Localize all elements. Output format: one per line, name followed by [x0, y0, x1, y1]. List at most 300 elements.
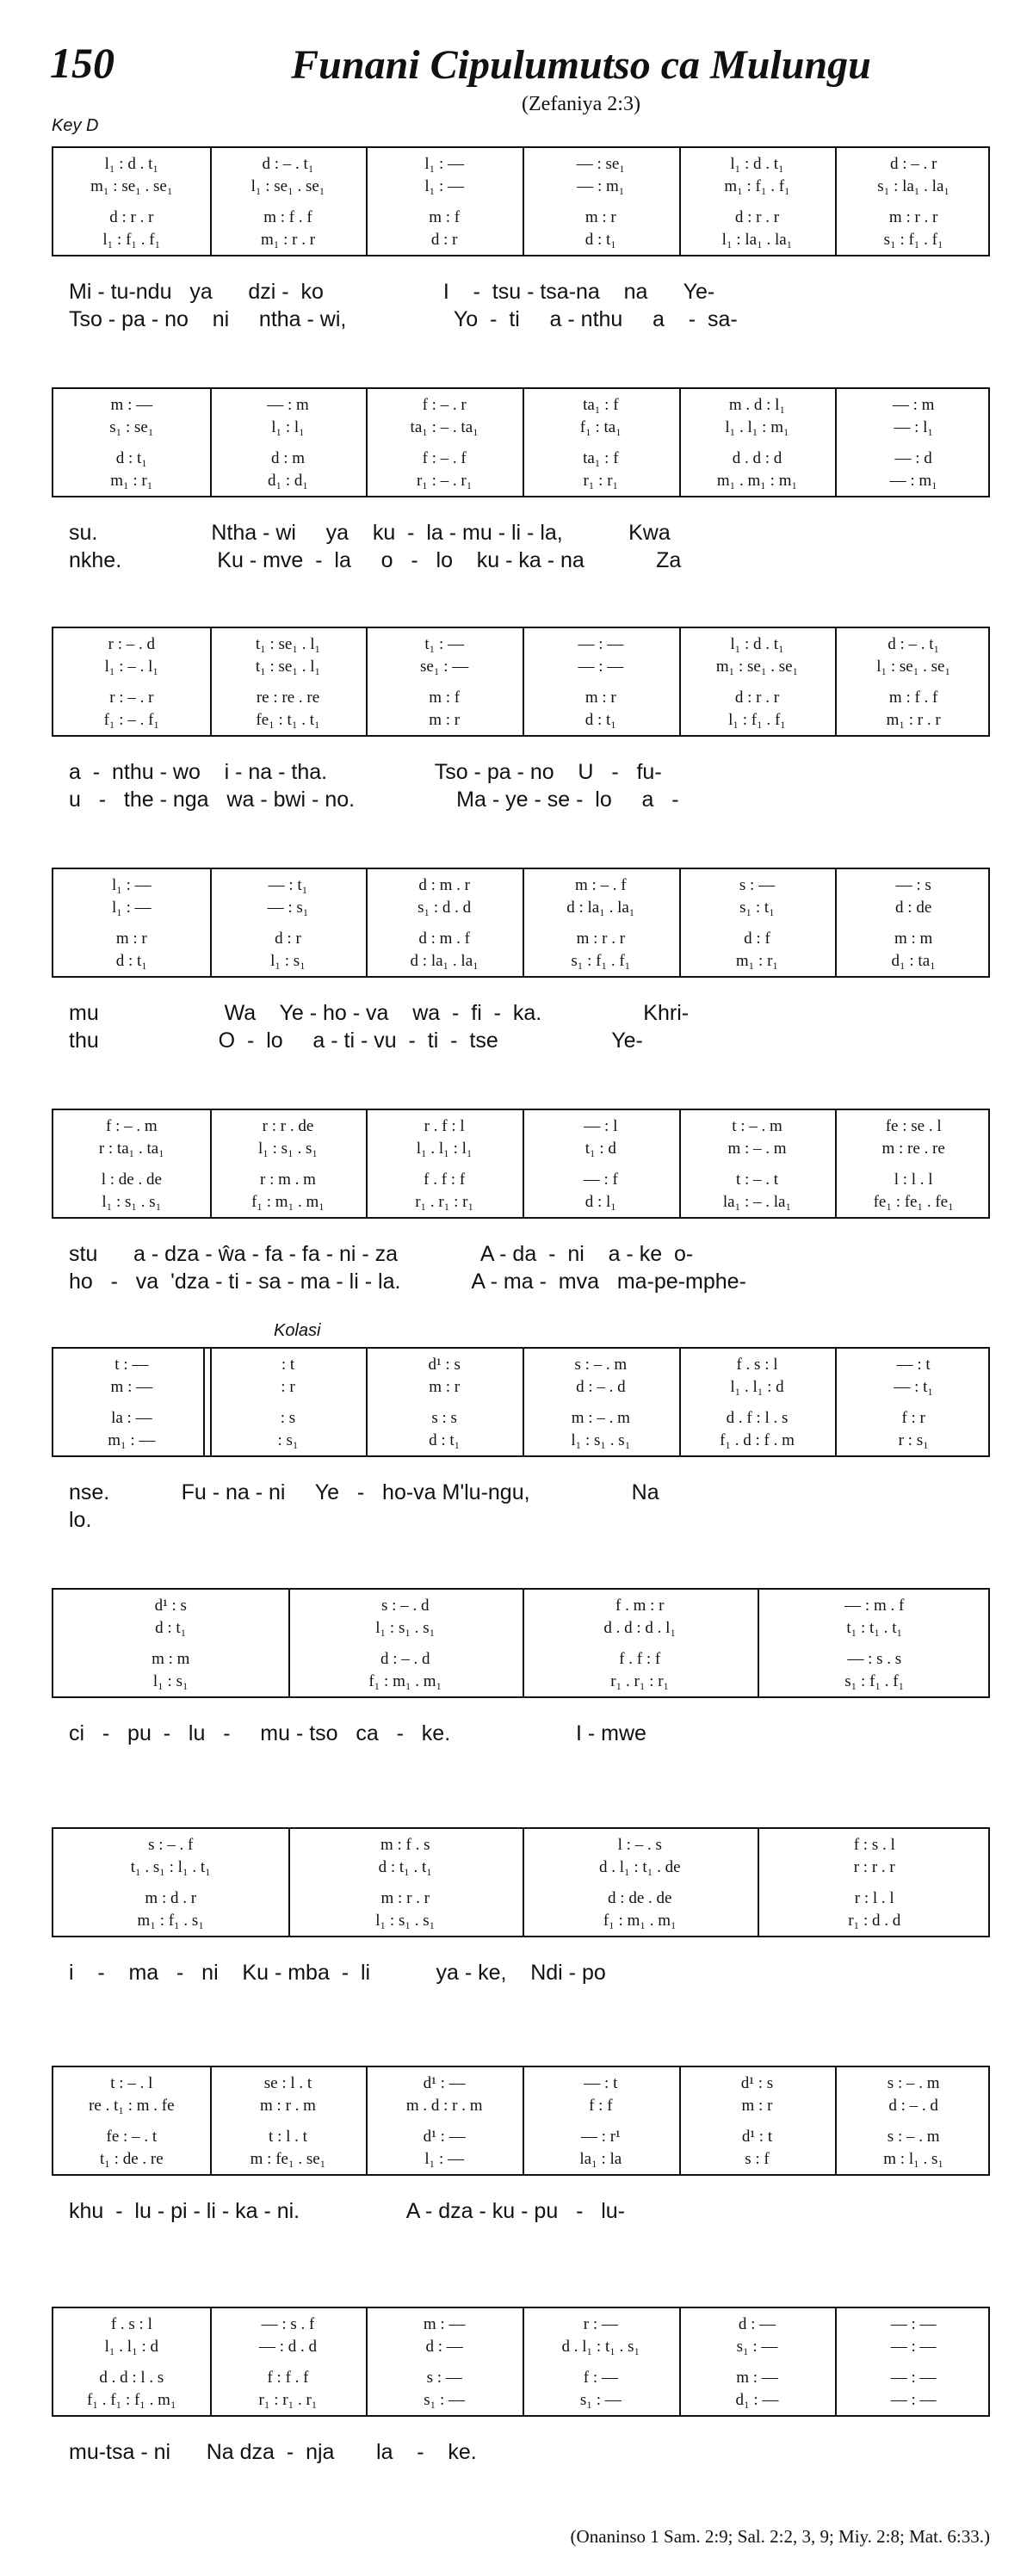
- measure-notes: t : —: [114, 1356, 149, 1374]
- bar-line: [523, 2067, 524, 2174]
- measure-notes: — : l₁: [894, 418, 933, 436]
- bar-line: [210, 389, 212, 496]
- measure-notes: s₁ : —: [736, 2338, 778, 2356]
- bar-line: [523, 869, 524, 976]
- measure-notes: — : s . f: [261, 2315, 315, 2333]
- bar-line: [366, 2308, 368, 2415]
- measure-notes: m₁ . m₁ : m₁: [716, 472, 798, 490]
- music-system: [52, 1827, 990, 1937]
- measure-notes: m₁ : r . r: [886, 711, 941, 729]
- measure-notes: d : t₁ . t₁: [378, 1858, 432, 1876]
- music-system: [52, 1109, 990, 1219]
- music-system: [52, 387, 990, 497]
- measure-notes: r₁ . r₁ : r₁: [415, 1193, 474, 1211]
- measure-notes: — : —: [578, 635, 624, 653]
- lyric-line: ci - pu - lu - mu - tso ca - ke. I - mwe: [69, 1721, 646, 1745]
- bar-line: [210, 1110, 212, 1217]
- measure-notes: s₁ : d . d: [418, 899, 472, 917]
- measure-notes: d : – . t₁: [888, 635, 940, 653]
- measure-notes: s : – . m: [574, 1356, 628, 1374]
- bar-line: [523, 1590, 524, 1696]
- measure-notes: f₁ : m₁ . m₁: [251, 1193, 325, 1211]
- footer-citation: (Onaninso 1 Sam. 2:9; Sal. 2:2, 3, 9; Miy. 2:8; Mat. 6:33.): [570, 2526, 990, 2547]
- music-system: [52, 627, 990, 737]
- measure-notes: m : r . r: [888, 208, 938, 226]
- lyric-line: Tso - pa - no ni ntha - wi, Yo - ti a - nthu a - sa-: [69, 307, 738, 331]
- measure-notes: d : f: [744, 930, 770, 948]
- measure-notes: s : f: [745, 2150, 770, 2168]
- bar-line: [210, 869, 212, 976]
- measure-notes: re . t₁ : m . fe: [89, 2097, 175, 2115]
- measure-notes: s₁ : f₁ . f₁: [883, 231, 943, 249]
- measure-notes: d : – . d: [576, 1378, 626, 1396]
- measure-notes: m : f: [429, 208, 461, 226]
- bar-line: [835, 148, 837, 255]
- measure-notes: l₁ : f₁ . f₁: [102, 231, 161, 249]
- measure-notes: t : – . l: [110, 2074, 153, 2092]
- bar-line: [366, 148, 368, 255]
- measure-notes: l : – . s: [617, 1836, 662, 1854]
- measure-notes: f : – . m: [106, 1117, 158, 1135]
- measure-notes: s₁ : f₁ . f₁: [844, 1672, 905, 1690]
- measure-notes: m : —: [736, 2369, 778, 2387]
- measure-notes: f₁ . f₁ : f₁ . m₁: [87, 2391, 176, 2409]
- bar-line: [288, 1590, 290, 1696]
- measure-notes: d₁ : —: [735, 2391, 779, 2409]
- measure-notes: d¹ : —: [423, 2128, 466, 2146]
- bar-line: [210, 148, 212, 255]
- music-system: [52, 2307, 990, 2417]
- measure-notes: m : r . m: [260, 2097, 316, 2115]
- measure-notes: l₁ : la₁ . la₁: [721, 231, 793, 249]
- measure-notes: — : f: [583, 1171, 618, 1189]
- measure-notes: — : m: [892, 396, 935, 414]
- measure-notes: f . s : l: [736, 1356, 778, 1374]
- measure-notes: m : r: [429, 711, 461, 729]
- measure-notes: l₁ : s₁ . s₁: [571, 1431, 631, 1449]
- measure-notes: : s₁: [277, 1431, 299, 1449]
- measure-notes: m : re . re: [881, 1140, 945, 1158]
- measure-notes: d : r: [430, 231, 458, 249]
- measure-notes: l₁ : l₁: [271, 418, 305, 436]
- measure-notes: — : m . f: [844, 1597, 905, 1615]
- measure-notes: m : – . m: [571, 1409, 630, 1427]
- measure-notes: f₁ : ta₁: [579, 418, 622, 436]
- measure-notes: d : de . de: [608, 1889, 672, 1907]
- measure-notes: f₁ . d : f . m: [720, 1431, 795, 1449]
- measure-notes: l₁ : f₁ . f₁: [728, 711, 786, 729]
- measure-notes: d : de: [895, 899, 932, 917]
- measure-notes: r : s₁: [898, 1431, 929, 1449]
- measure-notes: t : – . m: [732, 1117, 782, 1135]
- measure-notes: s₁ : t₁: [739, 899, 775, 917]
- music-system: [52, 2066, 990, 2176]
- measure-notes: m : r: [115, 930, 147, 948]
- measure-notes: l₁ : d . t₁: [730, 635, 784, 653]
- measure-notes: d : r: [275, 930, 301, 948]
- lyric-line: a - nthu - wo i - na - tha. Tso - pa - no U - fu-: [69, 760, 662, 784]
- measure-notes: m : l₁ . s₁: [883, 2150, 944, 2168]
- measure-notes: d : m . f: [418, 930, 470, 948]
- measure-notes: m₁ : r₁: [110, 472, 153, 490]
- bar-line: [835, 389, 837, 496]
- measure-notes: s : – . f: [148, 1836, 194, 1854]
- hymn-number: 150: [50, 39, 114, 87]
- measure-notes: r₁ : r₁ . r₁: [258, 2391, 318, 2409]
- measure-notes: s₁ : f₁ . f₁: [571, 952, 631, 970]
- measure-notes: : r: [281, 1378, 295, 1396]
- measure-notes: — : m₁: [577, 177, 625, 195]
- measure-notes: — : d: [894, 449, 932, 467]
- measure-notes: r : – . r: [109, 689, 154, 707]
- bar-line: [679, 389, 681, 496]
- measure-notes: d : t₁: [155, 1619, 187, 1637]
- music-system: [52, 1347, 990, 1457]
- measure-notes: — : —: [578, 658, 624, 676]
- measure-notes: l₁ : se₁ . se₁: [876, 658, 951, 676]
- measure-notes: d : t₁: [585, 231, 616, 249]
- bar-line: [366, 1110, 368, 1217]
- lyric-line: mu-tsa - ni Na dza - nja la - ke.: [69, 2440, 477, 2464]
- measure-notes: l₁ : s₁ . s₁: [258, 1140, 318, 1158]
- bar-line: [835, 2067, 837, 2174]
- measure-notes: — : m: [267, 396, 309, 414]
- measure-notes: m₁ : —: [108, 1431, 156, 1449]
- measure-notes: f : – . f: [422, 449, 467, 467]
- measure-notes: m : f: [429, 689, 461, 707]
- measure-notes: f : – . r: [422, 396, 467, 414]
- lyric-line: thu O - lo a - ti - vu - ti - tse Ye-: [69, 1029, 643, 1053]
- measure-notes: d₁ : d₁: [267, 472, 308, 490]
- measure-notes: — : l: [584, 1117, 618, 1135]
- bar-line: [679, 2067, 681, 2174]
- measure-notes: l₁ : s₁ . s₁: [375, 1619, 436, 1637]
- measure-notes: — : s₁: [267, 899, 309, 917]
- bar-line: [523, 389, 524, 496]
- key-signature: Key D: [52, 116, 99, 135]
- bar-line: [366, 869, 368, 976]
- bar-line: [288, 1829, 290, 1936]
- measure-notes: l₁ : se₁ . se₁: [251, 177, 325, 195]
- measure-notes: — : se₁: [576, 155, 625, 173]
- measure-notes: m : m: [894, 930, 933, 948]
- measure-notes: s : —: [426, 2369, 462, 2387]
- measure-notes: m : f . s: [380, 1836, 430, 1854]
- measure-notes: l₁ : s₁: [270, 952, 306, 970]
- measure-notes: m₁ : f₁ . f₁: [724, 177, 790, 195]
- bar-line: [210, 2067, 212, 2174]
- measure-notes: m₁ : r₁: [735, 952, 779, 970]
- measure-notes: ta₁ : f: [583, 449, 619, 467]
- measure-notes: f : f . f: [267, 2369, 309, 2387]
- bar-line: [679, 148, 681, 255]
- bar-line: [523, 1349, 524, 1455]
- measure-notes: l₁ : —: [424, 177, 464, 195]
- measure-notes: l₁ : —: [424, 155, 464, 173]
- measure-notes: — : —: [890, 2391, 937, 2409]
- measure-notes: d : —: [425, 2338, 463, 2356]
- bar-line: [366, 1349, 368, 1455]
- measure-notes: d : t₁: [585, 711, 616, 729]
- measure-notes: d : m: [270, 449, 306, 467]
- measure-notes: m : r . r: [576, 930, 626, 948]
- measure-notes: l₁ : —: [424, 2150, 464, 2168]
- measure-notes: se : l . t: [263, 2074, 312, 2092]
- measure-notes: l₁ . l₁ : l₁: [416, 1140, 473, 1158]
- bar-line: [523, 1829, 524, 1936]
- measure-notes: d : l₁: [585, 1193, 616, 1211]
- measure-notes: d : – . d: [888, 2097, 938, 2115]
- measure-notes: f . f : f: [619, 1650, 661, 1668]
- lyric-line: mu Wa Ye - ho - va wa - fi - ka. Khri-: [69, 1001, 690, 1025]
- measure-notes: l₁ . l₁ : d: [104, 2338, 158, 2356]
- bar-line: [835, 628, 837, 735]
- measure-notes: m : r: [585, 208, 616, 226]
- measure-notes: l₁ : d . t₁: [730, 155, 784, 173]
- measure-notes: la₁ : la: [579, 2150, 622, 2168]
- measure-notes: l₁ : s₁ . s₁: [375, 1912, 436, 1930]
- measure-notes: f . s : l: [110, 2315, 152, 2333]
- lyric-line: i - ma - ni Ku - mba - li ya - ke, Ndi - po: [69, 1961, 606, 1985]
- measure-notes: t₁ : de . re: [100, 2150, 164, 2168]
- bar-line: [835, 869, 837, 976]
- lyric-line: nse. Fu - na - ni Ye - ho-va M'lu-ngu, Na: [69, 1480, 659, 1504]
- bar-line: [679, 628, 681, 735]
- measure-notes: m₁ : se₁ . se₁: [90, 177, 173, 195]
- measure-notes: m : d . r: [145, 1889, 197, 1907]
- measure-notes: t : – . t: [735, 1171, 779, 1189]
- measure-notes: m : – . m: [727, 1140, 787, 1158]
- kolasi-label: Kolasi: [274, 1321, 321, 1340]
- measure-notes: d . l₁ : t₁ . s₁: [561, 2338, 640, 2356]
- measure-notes: d : la₁ . la₁: [566, 899, 635, 917]
- bar-line: [679, 1349, 681, 1455]
- bar-line: [679, 869, 681, 976]
- measure-notes: t₁ : —: [424, 635, 464, 653]
- measure-notes: d : t₁: [115, 952, 147, 970]
- bar-line: [758, 1590, 759, 1696]
- bar-line: [210, 2308, 212, 2415]
- measure-notes: f : s . l: [853, 1836, 895, 1854]
- measure-notes: t₁ : se₁ . l₁: [255, 658, 321, 676]
- measure-notes: d¹ : s: [428, 1356, 461, 1374]
- measure-notes: m : —: [423, 2315, 466, 2333]
- measure-notes: l₁ : —: [111, 899, 152, 917]
- measure-notes: la : —: [111, 1409, 152, 1427]
- bar-line: [523, 1110, 524, 1217]
- measure-notes: r : – . d: [108, 635, 155, 653]
- measure-notes: r : ta₁ . ta₁: [98, 1140, 164, 1158]
- measure-notes: — : s . s: [847, 1650, 902, 1668]
- lyric-line: stu a - dza - ŵa - fa - fa - ni - za A - da - ni a - ke o-: [69, 1242, 694, 1266]
- measure-notes: : s: [280, 1409, 296, 1427]
- measure-notes: d : t₁: [429, 1431, 461, 1449]
- measure-notes: — : t: [896, 1356, 931, 1374]
- measure-notes: m . d : l₁: [728, 396, 786, 414]
- bar-line: [679, 1110, 681, 1217]
- measure-notes: s : s: [431, 1409, 457, 1427]
- measure-notes: r₁ : r₁: [583, 472, 619, 490]
- bar-line: [210, 628, 212, 735]
- measure-notes: — : m₁: [889, 472, 937, 490]
- measure-notes: d : r . r: [734, 208, 780, 226]
- bar-line: [523, 2308, 524, 2415]
- measure-notes: s : – . m: [887, 2074, 940, 2092]
- lyric-line: su. Ntha - wi ya ku - la - mu - li - la, Kwa: [69, 521, 671, 545]
- measure-notes: m₁ : f₁ . s₁: [137, 1912, 204, 1930]
- hymn-title: Funani Cipulumutso ca Mulungu: [291, 42, 871, 88]
- measure-notes: f : f: [589, 2097, 613, 2115]
- measure-notes: d . d : d: [732, 449, 782, 467]
- measure-notes: d : t₁: [115, 449, 147, 467]
- bar-line: [835, 1349, 837, 1455]
- measure-notes: d : m . r: [418, 876, 470, 894]
- measure-notes: m : – . f: [575, 876, 627, 894]
- measure-notes: ta₁ : – . ta₁: [410, 418, 479, 436]
- measure-notes: t : l . t: [269, 2128, 307, 2146]
- measure-notes: m : —: [110, 1378, 153, 1396]
- measure-notes: m : m: [152, 1650, 190, 1668]
- measure-notes: s : – . m: [887, 2128, 940, 2146]
- measure-notes: — : —: [890, 2315, 937, 2333]
- measure-notes: la₁ : – . la₁: [722, 1193, 792, 1211]
- measure-notes: d . d : d . l₁: [603, 1619, 677, 1637]
- measure-notes: m₁ : se₁ . se₁: [715, 658, 799, 676]
- measure-notes: t₁ : t₁ . t₁: [846, 1619, 903, 1637]
- measure-notes: f₁ : m₁ . m₁: [368, 1672, 442, 1690]
- measure-notes: m₁ : r . r: [260, 231, 316, 249]
- measure-notes: f . m : r: [615, 1597, 665, 1615]
- measure-notes: s₁ : —: [424, 2391, 466, 2409]
- measure-notes: : t: [281, 1356, 295, 1374]
- measure-notes: d : – . r: [889, 155, 937, 173]
- measure-notes: s₁ : la₁ . la₁: [877, 177, 950, 195]
- measure-notes: r : l . l: [854, 1889, 894, 1907]
- measure-notes: m : f . f: [263, 208, 312, 226]
- measure-notes: m : r . r: [380, 1889, 430, 1907]
- measure-notes: d : – . t₁: [262, 155, 314, 173]
- measure-notes: m . d : r . m: [405, 2097, 483, 2115]
- measure-notes: fe : – . t: [106, 2128, 158, 2146]
- measure-notes: f₁ : – . f₁: [103, 711, 160, 729]
- bar-line: [679, 2308, 681, 2415]
- measure-notes: l₁ . l₁ : d: [730, 1378, 784, 1396]
- scripture-reference: (Zefaniya 2:3): [522, 93, 640, 115]
- measure-notes: fe₁ : fe₁ . fe₁: [873, 1193, 954, 1211]
- bar-line: [523, 628, 524, 735]
- measure-notes: se₁ : —: [420, 658, 469, 676]
- lyric-line: khu - lu - pi - li - ka - ni. A - dza - ku - pu - lu-: [69, 2199, 626, 2223]
- music-system: [52, 1588, 990, 1698]
- lyric-line: lo.: [69, 1508, 92, 1532]
- measure-notes: re : re . re: [256, 689, 320, 707]
- measure-notes: l₁ : —: [111, 876, 152, 894]
- measure-notes: d . d : l . s: [99, 2369, 164, 2387]
- measure-notes: d₁ : ta₁: [891, 952, 936, 970]
- measure-notes: ta₁ : f: [583, 396, 619, 414]
- measure-notes: t₁ . s₁ : l₁ . t₁: [130, 1858, 211, 1876]
- measure-notes: m : r: [741, 2097, 773, 2115]
- music-system: [52, 146, 990, 256]
- measure-notes: l₁ . l₁ : m₁: [725, 418, 789, 436]
- measure-notes: r : r . de: [262, 1117, 314, 1135]
- bar-line: [835, 1110, 837, 1217]
- measure-notes: d¹ : —: [423, 2074, 466, 2092]
- measure-notes: f : r: [901, 1409, 925, 1427]
- measure-notes: fe₁ : t₁ . t₁: [256, 711, 320, 729]
- measure-notes: m : r: [429, 1378, 461, 1396]
- measure-notes: d : r . r: [734, 689, 780, 707]
- measure-notes: m : fe₁ . se₁: [250, 2150, 326, 2168]
- measure-notes: m : —: [110, 396, 153, 414]
- measure-notes: — : d . d: [258, 2338, 317, 2356]
- measure-notes: d¹ : s: [154, 1597, 187, 1615]
- measure-notes: — : t₁: [268, 876, 308, 894]
- measure-notes: r₁ : d . d: [848, 1912, 901, 1930]
- music-system: [52, 868, 990, 978]
- lyric-line: u - the - nga wa - bwi - no. Ma - ye - se - lo a -: [69, 788, 679, 812]
- measure-notes: — : r¹: [580, 2128, 621, 2146]
- bar-line: [366, 389, 368, 496]
- measure-notes: l : de . de: [101, 1171, 162, 1189]
- measure-notes: s₁ : se₁: [109, 418, 154, 436]
- measure-notes: l₁ : – . l₁: [104, 658, 158, 676]
- measure-notes: — : —: [890, 2369, 937, 2387]
- measure-notes: r₁ : – . r₁: [416, 472, 473, 490]
- measure-notes: fe : se . l: [885, 1117, 942, 1135]
- measure-notes: l₁ : d . t₁: [104, 155, 158, 173]
- measure-notes: t₁ : d: [585, 1140, 616, 1158]
- measure-notes: f₁ : m₁ . m₁: [603, 1912, 677, 1930]
- measure-notes: t₁ : se₁ . l₁: [255, 635, 321, 653]
- bar-line: [758, 1829, 759, 1936]
- bar-line: [523, 148, 524, 255]
- lyric-line: nkhe. Ku - mve - la o - lo ku - ka - na Za: [69, 548, 682, 572]
- measure-notes: f . f : f: [424, 1171, 466, 1189]
- measure-notes: m : f . f: [888, 689, 938, 707]
- bar-line: [366, 2067, 368, 2174]
- measure-notes: m : r: [585, 689, 616, 707]
- measure-notes: d : —: [738, 2315, 776, 2333]
- measure-notes: — : —: [890, 2338, 937, 2356]
- measure-notes: d : – . d: [380, 1650, 430, 1668]
- measure-notes: r . f : l: [424, 1117, 465, 1135]
- measure-notes: d : r . r: [109, 208, 154, 226]
- lyric-line: ho - va 'dza - ti - sa - ma - li - la. A - ma - mva ma-pe-mphe-: [69, 1269, 746, 1294]
- bar-line: [366, 628, 368, 735]
- measure-notes: d . f : l . s: [726, 1409, 789, 1427]
- measure-notes: r₁ . r₁ : r₁: [610, 1672, 670, 1690]
- measure-notes: l₁ : s₁: [152, 1672, 189, 1690]
- bar-line: [210, 1349, 212, 1455]
- measure-notes: s : —: [739, 876, 776, 894]
- measure-notes: l₁ : s₁ . s₁: [102, 1193, 162, 1211]
- lyric-line: Mi - tu-ndu ya dzi - ko I - tsu - tsa-na na Ye-: [69, 280, 715, 304]
- measure-notes: r : m . m: [260, 1171, 316, 1189]
- measure-notes: l : l . l: [894, 1171, 933, 1189]
- measure-notes: — : s: [895, 876, 931, 894]
- measure-notes: d¹ : t: [741, 2128, 773, 2146]
- measure-notes: d : la₁ . la₁: [410, 952, 479, 970]
- measure-notes: r : —: [583, 2315, 618, 2333]
- measure-notes: d¹ : s: [740, 2074, 774, 2092]
- measure-notes: — : t₁: [894, 1378, 933, 1396]
- bar-line: [835, 2308, 837, 2415]
- measure-notes: s : – . d: [381, 1597, 430, 1615]
- measure-notes: — : t: [584, 2074, 618, 2092]
- measure-notes: s₁ : —: [579, 2391, 622, 2409]
- measure-notes: d . l₁ : t₁ . de: [598, 1858, 681, 1876]
